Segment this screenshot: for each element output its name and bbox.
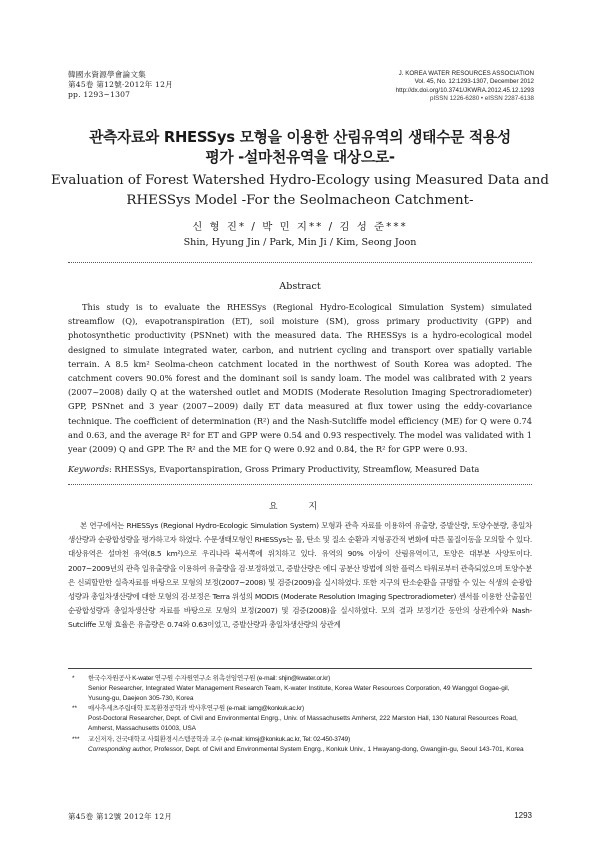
footnote-affiliation-ko: 한국수자원공사 K-water 연구원 수자원연구소 위촉선임연구원 (e-mail: shjin@kwater.or.kr) — [88, 675, 331, 682]
summary-heading: 요 지 — [268, 502, 332, 512]
footnote-affiliation-en: Senior Researcher, Integrated Water Management Research Team, K-water Institute, Korea Water Resources Corporation, 49 Wanggol Gogae-gil, Yusung-gu, Daejeon 305-730, Korea — [88, 684, 510, 702]
title-en-line1: Evaluation of Forest Watershed Hydro-Ecology using Measured Data and — [51, 173, 549, 188]
footnote-affiliation-en: Post-Doctoral Researcher, Dept. of Civil and Environmental Engrg., Univ. of Massachusetts Amherst, 222 Marston Hall, 130 Natural Resources Road, Amherst, Massachusetts 01003, USA — [88, 715, 518, 732]
footnote-affiliation-ko: 매사추세츠주립대학 토목환경공학과 박사후연구원 (e-mail: iamg@konkuk.ac.kr) — [88, 705, 304, 713]
title-en-line2: RHESSys Model -For the Seolmacheon Catchment- — [126, 193, 474, 208]
title-ko-line1: 관측자료와 RHESSys 모형을 이용한 산림유역의 생태수문 적용성 — [89, 129, 511, 146]
corresponding-author-label: Corresponding author, — [88, 745, 153, 753]
footnote-1 — [68, 674, 532, 703]
title-ko-line2: 평가 -설마천유역을 대상으로- — [205, 149, 395, 166]
journal-name-en: J. KOREA WATER RESOURCES ASSOCIATION — [398, 70, 534, 77]
footnote-affiliation-en-text: Professor, Dept. of Civil and Environmental System Engrg., Konkuk Univ., 1 Hwayang-dong, Gwangjin-gu, Seoul 143-701, Korea — [152, 745, 524, 753]
page-number: 1293 — [514, 811, 532, 820]
abstract-text: This study is to evaluate the RHESSys (Regional Hydro-Ecological Simulation System) simulated streamflow (Q), evapotranspiration (ET), soil moisture (SM), gross primary productivity (GPP) and photosynthetic productivity (PSNnet) with the measured data. The RHESSys is a hydro-ecological model designed to simulate integrated water, carbon, and nutrient cycling and transport over spatially variable terrain. A 8.5 km² Seolma-cheon catchment located in the northwest of South Korea was adopted. The catchment covers 90.0% forest and the dominant soil is sandy loam. The model was calibrated with 2 years (2007~2008) daily Q at the watershed outlet and MODIS (Moderate Resolution Imaging Spectroradiometer) GPP, PSNnet and 3 year (2007~2009) daily ET data measured at flux tower using the eddy-covariance technique. The coefficient of determination (R²) and the Nash-Sutcliffe model efficiency (ME) for Q were 0.74 and 0.63, and the average R² for ET and GPP were 0.54 and 0.93 respectively. The model was validated with 1 year (2009) Q and GPP. The R² and the ME for Q were 0.92 and 0.84, the R² for GPP were 0.93. — [68, 302, 532, 455]
footnote-mark: * — [72, 675, 75, 682]
title-english — [40, 171, 560, 211]
journal-name-ko: 韓國水資源學會論文集 — [68, 70, 146, 79]
footnote-divider — [68, 668, 532, 669]
page-range: pp. 1293~1307 — [68, 90, 131, 99]
footnotes — [68, 674, 532, 755]
title-korean — [40, 128, 560, 168]
footnote-mark: ** — [72, 705, 78, 713]
journal-header-left — [68, 70, 173, 100]
footnote-affiliation-en — [88, 745, 532, 755]
doi-link[interactable]: http://dx.doi.org/10.3741/JKWRA.2012.45.12.1293 — [395, 86, 534, 94]
keywords — [68, 464, 532, 474]
footnote-mark: *** — [72, 735, 80, 743]
footer-volume: 第45卷 第12號 2012年 12月 — [68, 812, 173, 821]
divider-middle — [68, 484, 532, 485]
summary-body — [68, 519, 532, 633]
issn: pISSN 1226-6280 • eISSN 2287-6138 — [430, 95, 534, 103]
footnote-2 — [68, 704, 532, 733]
keywords-text: : RHESSys, Evaportanspiration, Gross Primary Productivity, Streamflow, Measured Data — [108, 464, 480, 474]
footnote-3 — [68, 735, 532, 755]
abstract-body — [68, 300, 532, 456]
authors-korean: 신 형 진* / 박 민 지** / 김 성 준*** — [192, 221, 408, 233]
volume-ko: 第45卷 第12號·2012年 12月 — [68, 80, 173, 89]
abstract-heading: Abstract — [279, 281, 321, 292]
journal-header-right — [396, 70, 534, 104]
footnote-affiliation-ko: 교신저자, 건국대학교 사회환경시스템공학과 교수 (e-mail: kimsj@konkuk.ac.kr, Tel: 02-450-3749) — [88, 735, 350, 743]
volume-en: Vol. 45, No. 12:1293-1307, December 2012 — [414, 78, 534, 86]
keywords-label: Keywords — [68, 464, 109, 474]
summary-text: 본 연구에서는 RHESSys (Regional Hydro-Ecologic Simulation System) 모형과 관측 자료를 이용하여 유출량, 증발산량, 토양수분량, 총일차생산량과 순광합성량을 평가하고자 하였다. 수문생태모형인 RHESSys는 물, 탄소 및 질소 순환과 지형공간적 변화에 따른 물질이동을 모의할 수 있다. 대상유역은 설마천 유역(8.5 km²)으로 우리나라 북서쪽에 위치하고 있다. 유역의 90% 이상이 산림유역이고, 토양은 대부분 사양토이다. 2007~2009년의 관측 일유출량을 이용하여 유출량을 검·보정하였고, 증발산량은 에디 공분산 방법에 의한 플럭스 타워로부터 관측되었으며 토양수분은 신뢰할만한 실측자료를 바탕으로 모형의 보정(2007~2008) 및 검증(2009)을 실시하였다. 또한 지구의 탄소순환을 규명할 수 있는 식생의 순광합성량과 총일차생산량에 대한 모형의 검·보정은 Terra 위성의 MODIS (Moderate Resolution Imaging Spectroradiometer) 센서를 이용한 산출물인 순광합성량과 총일차생산량 자료를 바탕으로 모형의 보정(2007) 및 검증(2008)을 실시하였다. 모의 결과 보정기간 동안의 상관계수와 Nash-Sutcliffe 모형 효율은 유출량은 0.74와 0.63이었고, 증발산량과 총일차생산량의 상관계 — [68, 521, 533, 630]
authors-english: Shin, Hyung Jin / Park, Min Ji / Kim, Seong Joon — [183, 237, 417, 248]
divider-top — [68, 262, 532, 263]
